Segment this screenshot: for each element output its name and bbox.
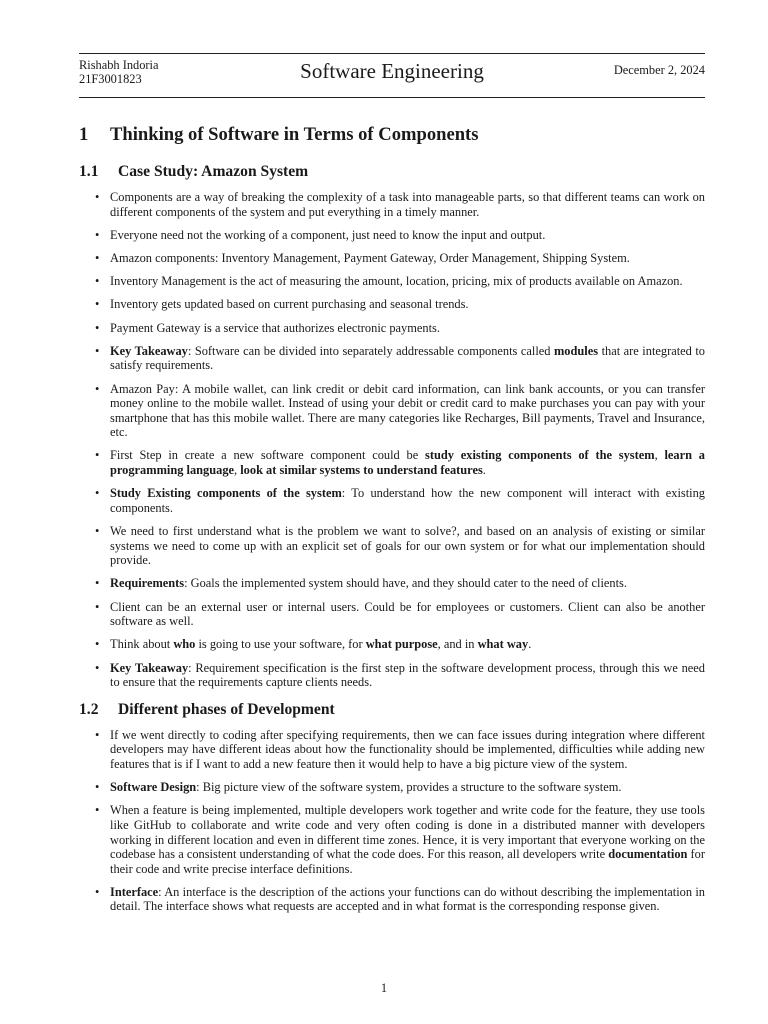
header-date: December 2, 2024 <box>613 63 705 77</box>
bold-term: Requirements <box>110 576 185 591</box>
text-run: Think about <box>110 637 174 652</box>
text-run: When a feature is being implemented, multiple developers work together and write code for the feature, they use tools like GitHub to collaborate and write code and very often coding is done in a distributed manner with developers working in different location and even in different time zones. Hence, it is very important that everyone working on the codebase has a consistent understanding of what the code does. For this reason, all developers write <box>110 803 705 862</box>
text-run: that are integrated to satisfy requirements. <box>110 343 705 373</box>
bold-term: Software Design <box>110 780 197 795</box>
list-item <box>79 728 705 772</box>
subsection-number: 1.1 <box>79 163 99 180</box>
list-item <box>79 803 705 876</box>
text-run: Amazon components: Inventory Management, Payment Gateway, Order Management, Shipping System. <box>110 250 630 265</box>
text-run: Client can be an external user or internal users. Could be for employees or customers. Client can also be another software as well. <box>110 599 705 629</box>
bold-term: what purpose <box>365 637 438 652</box>
list-item <box>79 661 705 690</box>
text-run: for their code and write precise interface definitions. <box>110 847 705 876</box>
bold-term: what way <box>477 637 529 652</box>
list-item <box>79 576 705 591</box>
list-item <box>79 382 705 440</box>
list-item <box>79 344 705 373</box>
list-item <box>79 780 705 795</box>
text-run: First Step in create a new software component could be <box>110 448 426 463</box>
text-run: Payment Gateway is a service that authorizes electronic payments. <box>110 320 440 335</box>
list-item <box>79 251 705 266</box>
list-item <box>79 486 705 515</box>
text-run: : Requirement specification is the first step in the software development process, through this we need to ensure that the requirements capture clients needs. <box>110 660 706 690</box>
text-run: Inventory gets updated based on current purchasing and seasonal trends. <box>110 297 469 312</box>
text-run: Components are a way of breaking the complexity of a task into manageable parts, so that different teams can work on different components of the system and put everything in a timely manner. <box>110 190 705 219</box>
list-item <box>79 524 705 568</box>
list-item <box>79 637 705 652</box>
subsection-title: Case Study: Amazon System <box>118 163 309 180</box>
bold-term: Key Takeaway <box>110 343 188 358</box>
subsection-heading-2 <box>79 700 705 720</box>
list-item <box>79 228 705 243</box>
list-item <box>79 600 705 629</box>
bold-term: modules <box>553 343 599 358</box>
bold-term: Study Existing components of the system <box>110 486 342 501</box>
page-number: 1 <box>380 981 388 995</box>
list-item <box>79 448 705 477</box>
text-run: . <box>528 637 532 652</box>
author-name: Rishabh Indoria <box>79 58 159 72</box>
roll-number: 21F3001823 <box>79 72 142 86</box>
text-run: If we went directly to coding after specifying requirements, then we can face issues during integration where different developers may have different ideas about how the functionality should be implemented, difficulties while adding new features that is if I want to add a new feature then it would help to have a big picture view of the system. <box>110 727 705 771</box>
text-run: , and in <box>437 637 478 652</box>
bold-term: look at similar systems to understand features <box>240 463 483 478</box>
bold-term: learn a programming language <box>110 448 705 478</box>
subsection-heading-1 <box>79 162 705 182</box>
text-run: : Big picture view of the software system, provides a structure to the software system. <box>196 780 622 795</box>
text-run: , <box>234 463 241 478</box>
list-item <box>79 321 705 336</box>
list-item <box>79 274 705 289</box>
text-run: : An interface is the description of the actions your functions can do without describing the implementation in detail. The interface shows what requests are accepted and in what format is the corresponding response given. <box>110 884 705 914</box>
text-run: We need to first understand what is the problem we want to solve?, and based on an analysis of existing or similar systems we need to come up with an explicit set of goals for our own system or for what our implementation should provide. <box>110 524 705 568</box>
page-content <box>79 120 705 924</box>
course-title: Software Engineering <box>300 59 484 83</box>
text-run: . <box>482 463 486 478</box>
bold-term: Interface <box>110 884 159 899</box>
text-run: , <box>654 448 665 463</box>
page-header <box>79 53 705 98</box>
text-run: Amazon Pay: A mobile wallet, can link credit or debit card information, can link bank accounts, or you can transfer money online to the mobile wallet. Instead of using your debit or credit card to make purchases you can pay with your smartphone that has this mobile wallet. There are many categories like Recharges, Bill payments, Travel and Insurance, etc. <box>110 381 705 440</box>
case-study-bullet-list <box>79 190 705 690</box>
section-title: Thinking of Software in Terms of Components <box>110 124 479 145</box>
section-number: 1 <box>79 124 89 145</box>
development-phases-bullet-list <box>79 728 705 914</box>
bold-term: study existing components of the system <box>425 448 655 463</box>
text-run: : Goals the implemented system should have, and they should cater to the need of clients. <box>184 576 627 591</box>
text-run: : To understand how the new component will interact with existing components. <box>110 486 705 515</box>
bold-term: who <box>173 637 196 652</box>
subsection-number: 1.2 <box>79 700 99 718</box>
subsection-title: Different phases of Development <box>118 700 335 718</box>
text-run: Inventory Management is the act of measuring the amount, location, pricing, mix of products available on Amazon. <box>110 274 683 289</box>
text-run: : Software can be divided into separately addressable components called <box>187 343 554 358</box>
list-item <box>79 297 705 312</box>
text-run: Everyone need not the working of a component, just need to know the input and output. <box>110 227 546 242</box>
bold-term: documentation <box>608 847 688 862</box>
section-heading <box>79 120 705 150</box>
list-item <box>79 190 705 219</box>
bold-term: Key Takeaway <box>110 660 189 675</box>
list-item <box>79 885 705 914</box>
text-run: is going to use your software, for <box>195 637 366 652</box>
